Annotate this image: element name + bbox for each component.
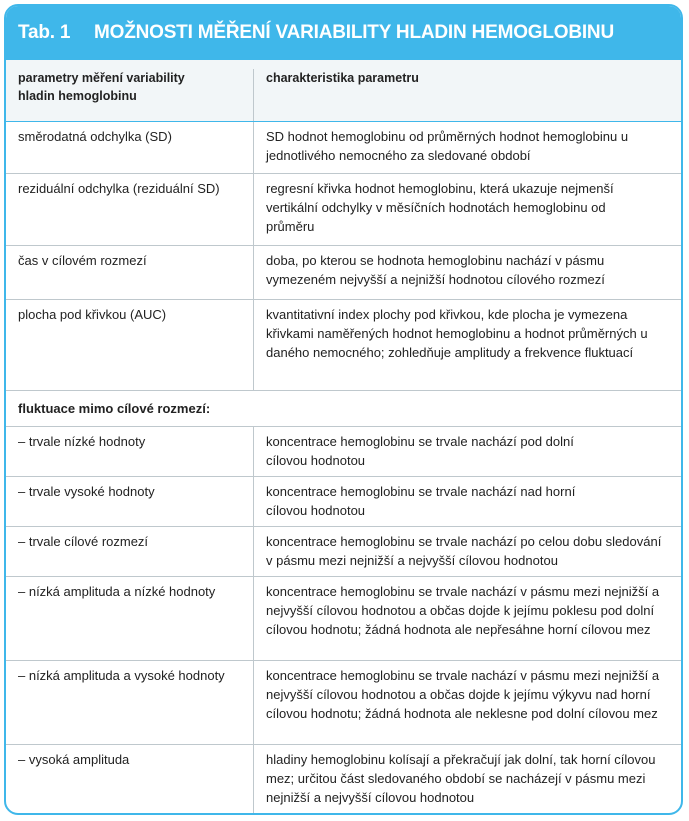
table-frame [4,4,683,815]
table-row [6,577,681,661]
table-row [6,661,681,745]
table-title: MOŽNOSTI MĚŘENÍ VARIABILITY HLADIN HEMOGLOBINU [94,22,614,43]
row-desc: koncentrace hemoglobinu se trvale nachází pod dolní cílovou hodnotou [266,434,574,468]
row-desc: hladiny hemoglobinu kolísají a překračují jak dolní, tak horní cílovou mez; určitou část sledovaného období se nacházejí v pásmu mezi nejnižší a nejvyšší cílovou hodnotou [266,752,656,805]
table-row [6,477,681,527]
row-param: plocha pod křivkou (AUC) [6,300,254,390]
header-col1-text: parametry měření variability hladin hemoglobinu [18,71,185,103]
row-desc: koncentrace hemoglobinu se trvale nachází v pásmu mezi nejnižší a nejvyšší cílovou hodnotou a občas dojde k jejímu výkyvu nad horní cílovou hodnotu; žádná hodnota ale neklesne pod dolní cílovou mez [266,668,660,721]
table-title-bar [6,6,681,60]
table-row [6,122,681,174]
header-col-characteristics [254,69,681,121]
table-row [6,174,681,246]
table-row [6,427,681,477]
header-col2-text: charakteristika parametru [266,71,419,85]
table-row [6,745,681,815]
table-row [6,300,681,391]
table-row [6,246,681,300]
row-desc: regresní křivka hodnot hemoglobinu, která ukazuje nejmenší vertikální odchylky v měsíčních hodnotách hemoglobinu od průměru [266,181,614,234]
row-desc: doba, po kterou se hodnota hemoglobinu nachází v pásmu vymezeném nejvyšší a nejnižší hodnotou cílového rozmezí [266,253,605,287]
row-param: – trvale cílové rozmezí [6,527,254,576]
row-desc: kvantitativní index plochy pod křivkou, kde plocha je vymezena křivkami naměřených hodnot hemoglobinu a hodnot průměrných u daného nemocného; zohledňuje amplitudy a frekvence fluktuací [266,307,648,360]
row-param: směrodatná odchylka (SD) [6,122,254,173]
row-param: čas v cílovém rozmezí [6,246,254,299]
row-param: – trvale vysoké hodnoty [6,477,254,526]
table-header-row [6,60,681,122]
table-row [6,527,681,577]
row-param: – trvale nízké hodnoty [6,427,254,476]
row-param: – nízká amplituda a vysoké hodnoty [6,661,254,744]
row-param: – vysoká amplituda [6,745,254,815]
header-col-parameters [6,69,254,121]
row-desc: koncentrace hemoglobinu se trvale nachází po celou dobu sledování v pásmu mezi nejnižší a nejvyšší cílovou hodnotou [266,534,662,568]
row-param: – nízká amplituda a nízké hodnoty [6,577,254,660]
section-label-fluctuations: fluktuace mimo cílové rozmezí: [6,391,681,427]
row-desc: SD hodnot hemoglobinu od průměrných hodnot hemoglobinu u jednotlivého nemocného za sledované období [266,129,629,163]
row-param: reziduální odchylka (reziduální SD) [6,174,254,245]
table-label: Tab. 1 [18,22,71,43]
row-desc: koncentrace hemoglobinu se trvale nachází nad horní cílovou hodnotou [266,484,576,518]
row-desc: koncentrace hemoglobinu se trvale nachází v pásmu mezi nejnižší a nejvyšší cílovou hodnotou a občas dojde k jejímu poklesu pod dolní cílovou hodnotu; žádná hodnota ale nepřesáhne horní cílovou mez [266,584,660,637]
